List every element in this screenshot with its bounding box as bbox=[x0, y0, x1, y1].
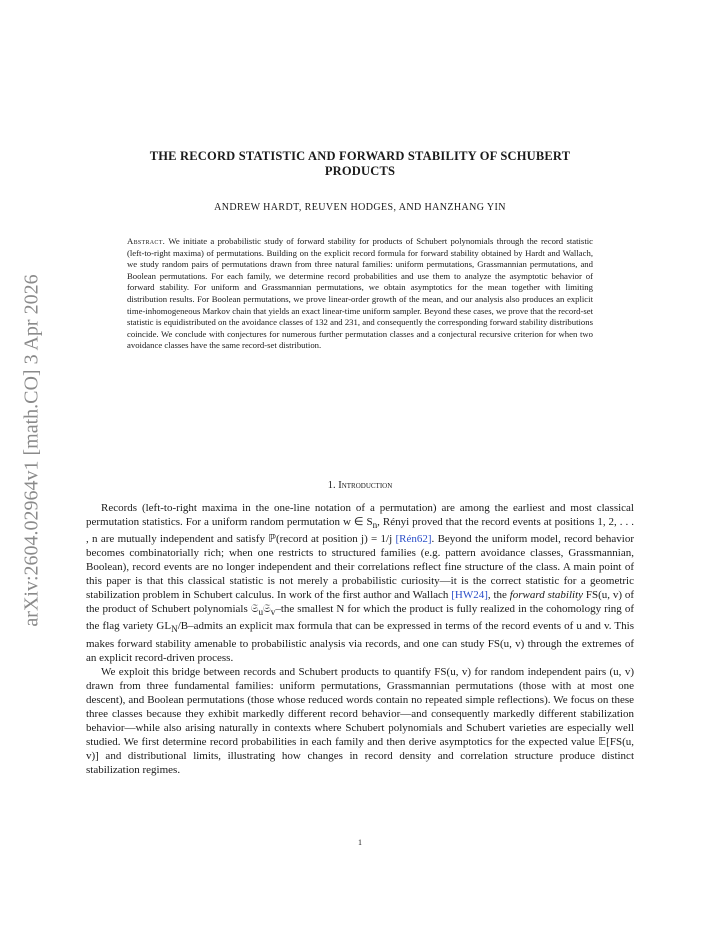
abstract bbox=[127, 236, 593, 352]
text-run: –the smallest N for which the product is fully realized in the cohomology ring of the flag variety GL bbox=[86, 603, 634, 633]
subscript: n bbox=[372, 520, 378, 531]
page-number: 1 bbox=[358, 838, 362, 847]
paragraph-1 bbox=[86, 501, 634, 665]
arxiv-identifier: arXiv:2604.02964v1 [math.CO] 3 Apr 2026 bbox=[20, 273, 43, 627]
section-number: 1. bbox=[327, 480, 336, 491]
text-run: /B–admits an explicit max formula that can be expressed in terms of the record events of u and v. This makes forward stability amenable to probabilistic analysis via records, and one can study FS(u, v) through the extremes of an explicit record-driven process. bbox=[86, 620, 634, 664]
citation-link[interactable]: [HW24] bbox=[451, 589, 488, 602]
subscript: v bbox=[270, 607, 276, 618]
emphasis: forward stability bbox=[509, 589, 584, 602]
abstract-label: Abstract. bbox=[127, 236, 166, 246]
text-run: , the bbox=[487, 589, 510, 602]
abstract-text: We initiate a probabilistic study of forward stability for products of Schubert polynomials through the record statistic (left-to-right maxima) of permutations. Building on the explicit record formula for forward stability obtained by Hardt and Wallach, we study random pairs of permutations drawn from three natural families: uniform permutations, Grassmannian permutations, and Boolean permutations. For each family, we determine record probabilities and use them to analyze the asymptotic behavior of forward stability. For uniform and Grassmannian permutations, we obtain asymptotics for the mean together with limiting distribution results. For Boolean permutations, we prove linear-order growth of the mean, and our analysis also produces an explicit time-inhomogeneous Markov chain that yields an exact linear-time uniform sampler. Beyond these cases, we prove that the record-set statistic is equidistributed on the avoidance classes of 132 and 231, and consequently the corresponding forward stability distributions coincide. We conclude with conjectures for numerous further permutation classes and a conjectural recursive criterion for when two avoidance classes have the same record-set distribution. bbox=[127, 236, 594, 351]
text-run: Records (left-to-right maxima in the one-line notation of a permutation) are among the earliest and most classical permutation statistics. For a uniform random permutation w ∈ S bbox=[86, 502, 634, 528]
section-heading bbox=[95, 480, 625, 491]
paper-title bbox=[95, 149, 625, 179]
paragraph-2: We exploit this bridge between records and Schubert products to quantify FS(u, v) for random independent pairs (u, v) drawn from three fundamental families: uniform permutations, Grassmannian permutations (those with at most one descent), and Boolean permutations (those whose reduced words contain no repeated simple reflections). We focus on these three classes because they exhibit markedly different record behavior—and consequently markedly different stabilization behavior—while also arising naturally in contexts where Schubert polynomials and Schubert varieties are especially well studied. We first determine record probabilities in each family and then derive asymptotics for the expected value 𝔼[FS(u, v)] and distributional limits, illustrating how changes in record density and correlation structure produce distinct stabilization regimes. bbox=[86, 665, 634, 776]
text-run: FS(u, v) of the product of Schubert polynomials 𝔖 bbox=[86, 589, 634, 616]
subscript: u bbox=[258, 607, 264, 618]
paper-title-line-2: PRODUCTS bbox=[324, 164, 396, 178]
text-run: 𝔖 bbox=[263, 603, 271, 616]
subscript: N bbox=[171, 624, 178, 635]
arxiv-sidebar-stamp bbox=[12, 250, 52, 650]
text-run: , Rényi proved that the record events at positions 1, 2, . . . , n are mutually independent and satisfy ℙ(record at position j) = 1/j bbox=[86, 516, 634, 546]
author-list: ANDREW HARDT, REUVEN HODGES, AND HANZHANG YIN bbox=[214, 202, 506, 213]
section-title: Introduction bbox=[338, 480, 393, 491]
citation-link[interactable]: [Rén62] bbox=[395, 533, 432, 546]
text-run: . Beyond the uniform model, record behavior becomes combinatorially rich; when one restricts to structured families (e.g. pattern avoidance classes, Grassmannian, Boolean), record events are no longer independent and their correlations reflect fine structure of the class. A main point of this paper is that this classical statistic is not merely a probabilistic curiosity—it is the correct statistic for a geometric stabilization problem in Schubert calculus. In work of the first author and Wallach bbox=[86, 533, 634, 602]
body-text bbox=[86, 501, 634, 777]
paper-title-line-1: THE RECORD STATISTIC AND FORWARD STABILITY OF SCHUBERT bbox=[149, 149, 571, 163]
